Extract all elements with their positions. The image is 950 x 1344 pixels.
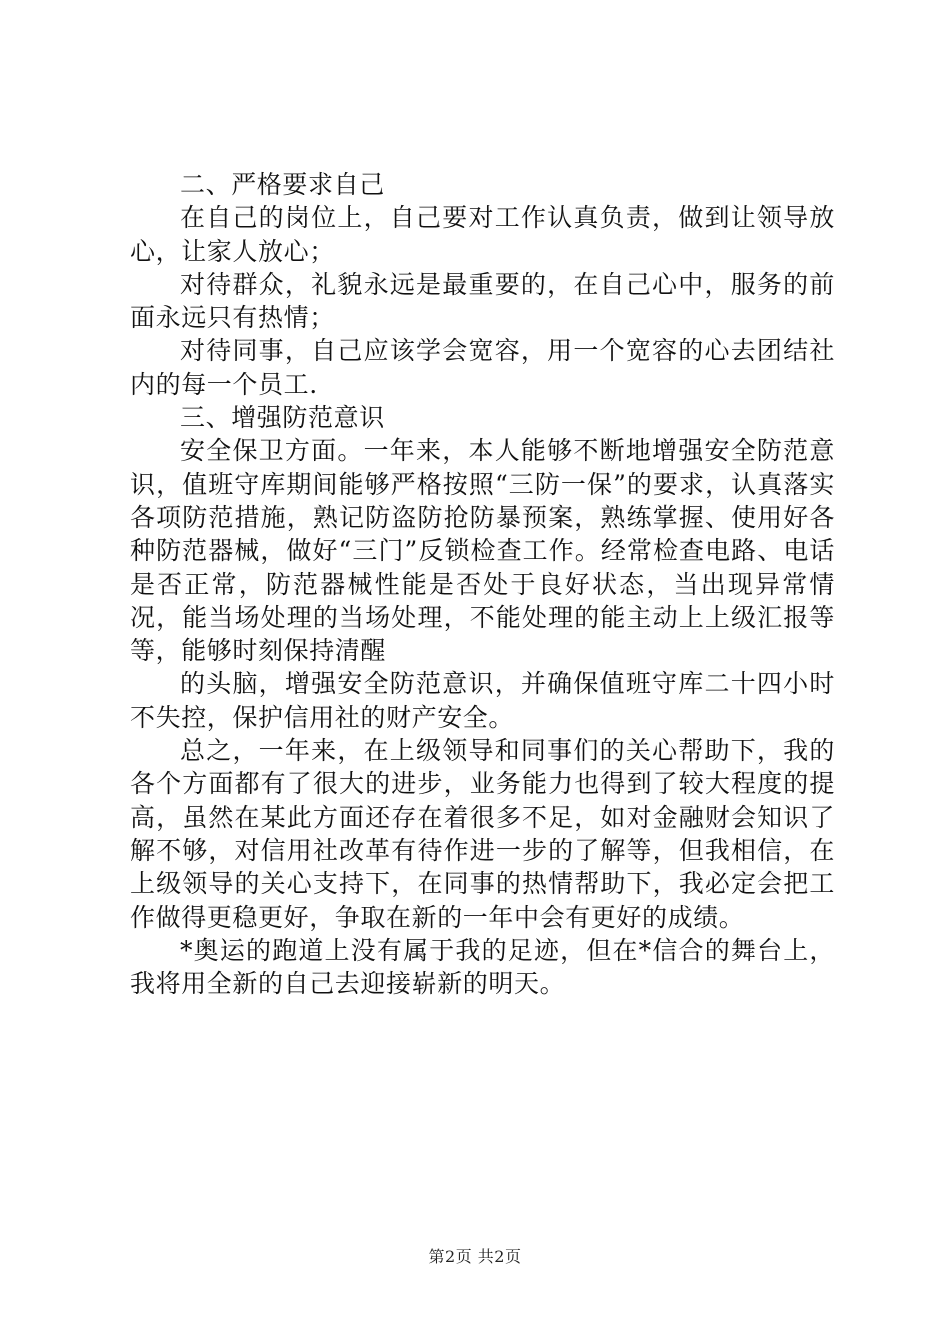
page-number-footer: 第2页 共2页	[428, 1247, 522, 1266]
paragraph: 对待群众，礼貌永远是最重要的，在自己心中，服务的前面永远只有热情；	[130, 269, 835, 333]
section-heading-3: 三、增强防范意识	[180, 403, 385, 433]
paragraph: *奥运的跑道上没有属于我的足迹，但在*信合的舞台上，我将用全新的自己去迎接崭新的明天。	[130, 935, 835, 999]
section-heading-2: 二、严格要求自己	[180, 170, 385, 199]
paragraph: 对待同事，自己应该学会宽容，用一个宽容的心去团结社内的每一个员工.	[130, 336, 835, 399]
paragraph: 在自己的岗位上，自己要对工作认真负责，做到让领导放心，让家人放心；	[130, 203, 835, 266]
document-body	[130, 168, 835, 1000]
paragraph: 总之，一年来，在上级领导和同事们的关心帮助下，我的各个方面都有了很大的进步，业务能力也得到了较大程度的提高，虽然在某此方面还存在着很多不足，如对金融财会知识了解不够，对信用社改革有待作进一步的了解等，但我相信，在上级领导的关心支持下，在同事的热情帮助下，我必定会把工作做得更稳更好，争取在新的一年中会有更好的成绩。	[130, 736, 835, 932]
paragraph: 的头脑，增强安全防范意识，并确保值班守库二十四小时不失控，保护信用社的财产安全。	[130, 669, 835, 732]
paragraph: 安全保卫方面。一年来，本人能够不断地增强安全防范意识，值班守库期间能够严格按照“三防一保”的要求，认真落实各项防范措施，熟记防盗防抢防暴预案，熟练掌握、使用好各种防范器械，做好“三门”反锁检查工作。经常检查电路、电话是否正常，防范器械性能是否处于良好状态，当出现异常情况，能当场处理的当场处理，不能处理的能主动上上级汇报等等，能够时刻保持清醒	[130, 436, 835, 666]
